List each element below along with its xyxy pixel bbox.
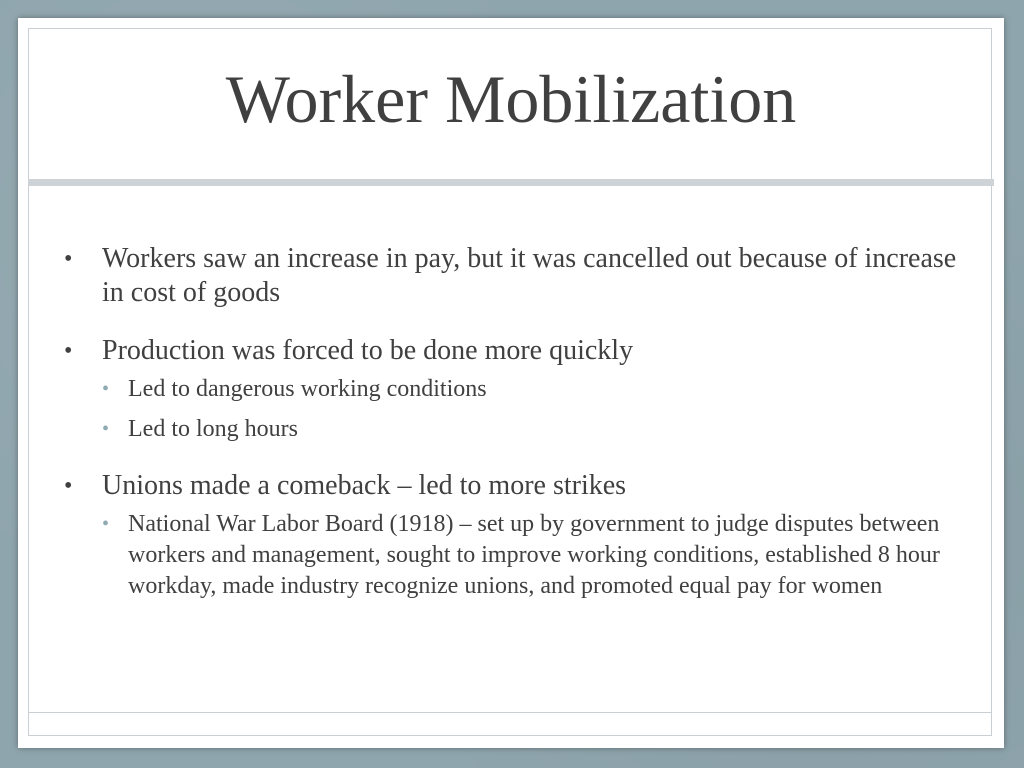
slide [18,18,1004,748]
sub-bullet-item [102,509,970,602]
sub-bullet-dot-icon: • [102,378,110,400]
bullet-item [58,469,970,602]
title-divider [28,179,994,186]
bullet-dot-icon: • [64,246,73,272]
sub-bullet-item [102,414,970,445]
slide-title: Worker Mobilization [225,61,797,137]
bullet-item [58,242,970,310]
bullet-text: Unions made a comeback – led to more strikes [102,470,627,501]
bullet-item [58,334,970,445]
slide-body [58,242,970,626]
sub-bullet-dot-icon: • [102,418,110,440]
bullet-text: Production was forced to be done more quickly [102,335,634,366]
bullet-dot-icon: • [64,473,73,499]
sub-bullet-text: Led to dangerous working conditions [128,376,487,402]
sub-bullet-dot-icon: • [102,513,110,535]
bullet-text: Workers saw an increase in pay, but it was cancelled out because of increase in cost of goods [102,243,957,308]
footer-divider [28,712,992,713]
sub-bullet-list [102,374,970,445]
sub-bullet-text: Led to long hours [128,416,298,442]
sub-bullet-list [102,509,970,602]
sub-bullet-text: National War Labor Board (1918) – set up by government to judge disputes between workers and management, sought to improve working conditions, established 8 hour workday, made industry recognize unions, and promoted equal pay for women [128,511,940,599]
bullet-list [58,242,970,602]
sub-bullet-item [102,374,970,405]
bullet-dot-icon: • [64,338,73,364]
